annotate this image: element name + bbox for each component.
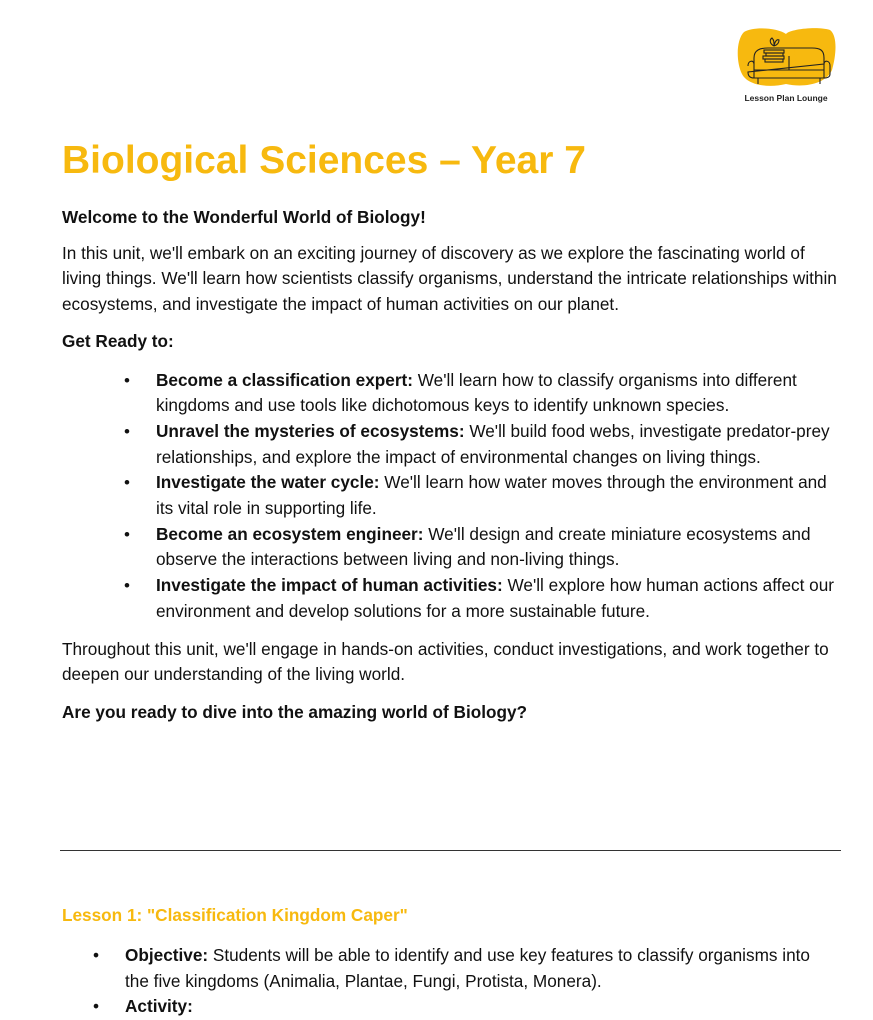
goal-label: Become a classification expert: [156, 369, 413, 390]
lesson-title: Lesson 1: "Classification Kingdom Caper" [62, 905, 408, 925]
list-item [62, 419, 837, 470]
lesson-item-label: Activity: [125, 996, 193, 1016]
goal-text: We'll build food webs, investigate predator-prey relationships, and explore the impact of environmental changes on living things. [156, 420, 830, 467]
page-title: Biological Sciences – Year 7 [62, 139, 586, 182]
list-item [62, 522, 837, 573]
closing-paragraph: Throughout this unit, we'll engage in hands-on activities, conduct investigations, and work together to deepen our understanding of the living world. [62, 638, 829, 685]
lesson-details-list [62, 943, 837, 1020]
goal-label: Investigate the impact of human activities: [156, 575, 503, 596]
lesson-item-text: Students will be able to identify and use key features to classify organisms into the five kingdoms (Animalia, Plantae, Fungi, Protista, Monera). [125, 945, 810, 991]
logo [734, 26, 838, 106]
goal-text: We'll learn how water moves through the environment and its vital role in supporting life. [156, 472, 827, 519]
goal-label: Become an ecosystem engineer: [156, 523, 424, 544]
list-item [62, 368, 837, 419]
list-item [62, 994, 837, 1020]
intro-paragraph: In this unit, we'll embark on an exciting journey of discovery as we explore the fascinating world of living things. We'll learn how scientists classify organisms, understand the intricate relationships within ecosystems, and investigate the impact of human activities on our planet. [62, 242, 837, 314]
section-divider [60, 850, 841, 851]
list-item [62, 470, 837, 521]
goal-label: Investigate the water cycle: [156, 472, 380, 493]
goal-text: We'll design and create miniature ecosystems and observe the interactions between living and non-living things. [156, 523, 811, 570]
goal-label: Unravel the mysteries of ecosystems: [156, 420, 465, 441]
goal-text: We'll learn how to classify organisms into different kingdoms and use tools like dichotomous keys to identify unknown species. [156, 369, 797, 416]
get-ready-heading: Get Ready to: [62, 331, 174, 351]
list-item [62, 943, 837, 994]
sofa-with-books-icon [734, 26, 838, 94]
lesson-item-label: Objective: [125, 945, 209, 965]
logo-text: Lesson Plan Lounge [744, 93, 828, 103]
list-item [62, 573, 837, 624]
goals-list [62, 368, 837, 625]
goal-text: We'll explore how human actions affect our environment and develop solutions for a more sustainable future. [156, 575, 834, 621]
welcome-heading: Welcome to the Wonderful World of Biology! [62, 207, 426, 227]
question-line: Are you ready to dive into the amazing world of Biology? [62, 701, 528, 722]
unit-intro [62, 205, 837, 725]
